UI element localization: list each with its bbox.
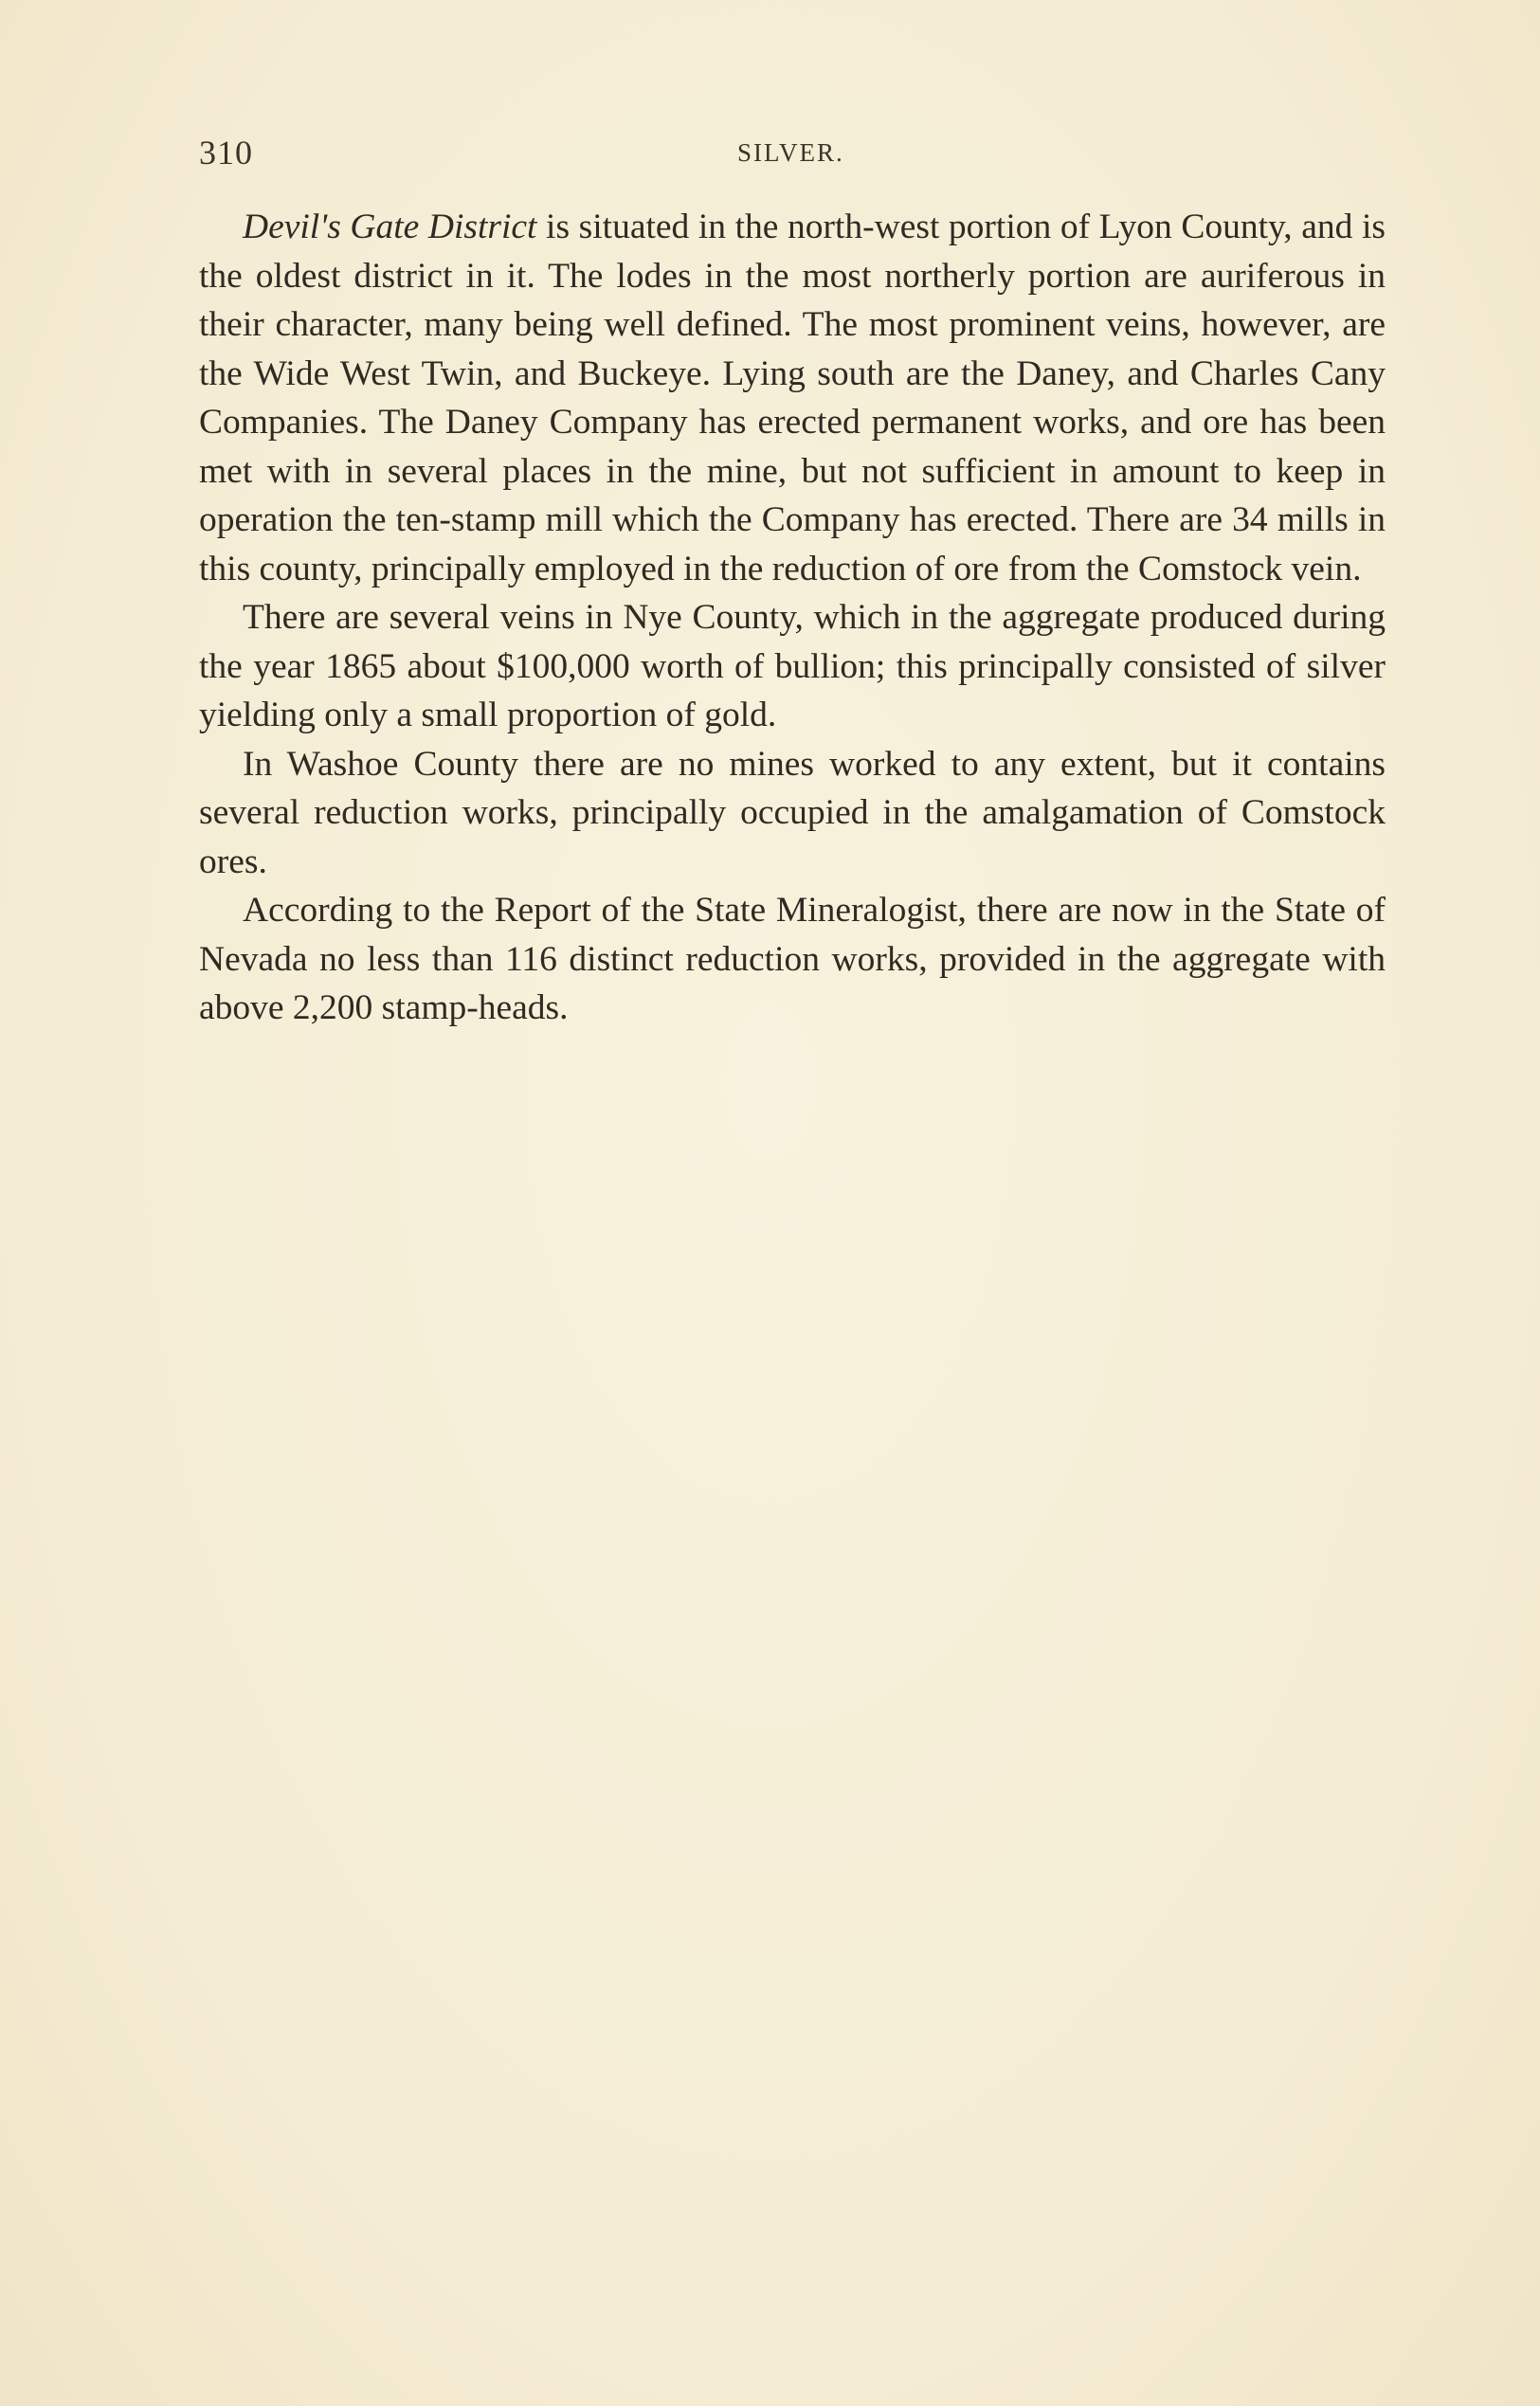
running-title: SILVER. — [737, 138, 844, 167]
body-text — [199, 203, 1386, 1033]
paragraph-washoe-county — [199, 740, 1386, 887]
paragraph-text: There are several veins in Nye County, which in the aggregate produced during the year 1865 about $100,000 worth of bullion; this principally consisted of silver yielding only a small proportion of gold. — [199, 598, 1386, 734]
paragraph-nye-county — [199, 593, 1386, 740]
running-head — [199, 133, 1384, 180]
paragraph-text: According to the Report of the State Mineralogist, there are now in the State of Nevada no less than 116 distinct reduction works, provided in the aggregate with above 2,200 stamp-heads. — [199, 891, 1386, 1027]
paragraph-state-report — [199, 886, 1386, 1033]
paragraph-text: is situated in the north-west portion of Lyon County, and is the oldest district in it. The lodes in the most northerly portion are auriferous in their character, many being well defined. The most prominent veins, however, are the Wide West Twin, and Buckeye. Lying south are the Daney, and Charles Cany Companies. The Daney Company has erected permanent works, and ore has been met with in several places in the mine, but not sufficient in amount to keep in operation the ten-stamp mill which the Company has erected. There are 34 mills in this county, principally employed in the reduction of ore from the Comstock vein. — [199, 208, 1386, 588]
paragraph-text: In Washoe County there are no mines worked to any extent, but it contains several reduction works, principally occupied in the amalgamation of Comstock ores. — [199, 744, 1386, 881]
paragraph-devils-gate — [199, 203, 1386, 593]
district-name-italic: Devil's Gate District — [243, 208, 537, 246]
page-number: 310 — [199, 134, 253, 172]
